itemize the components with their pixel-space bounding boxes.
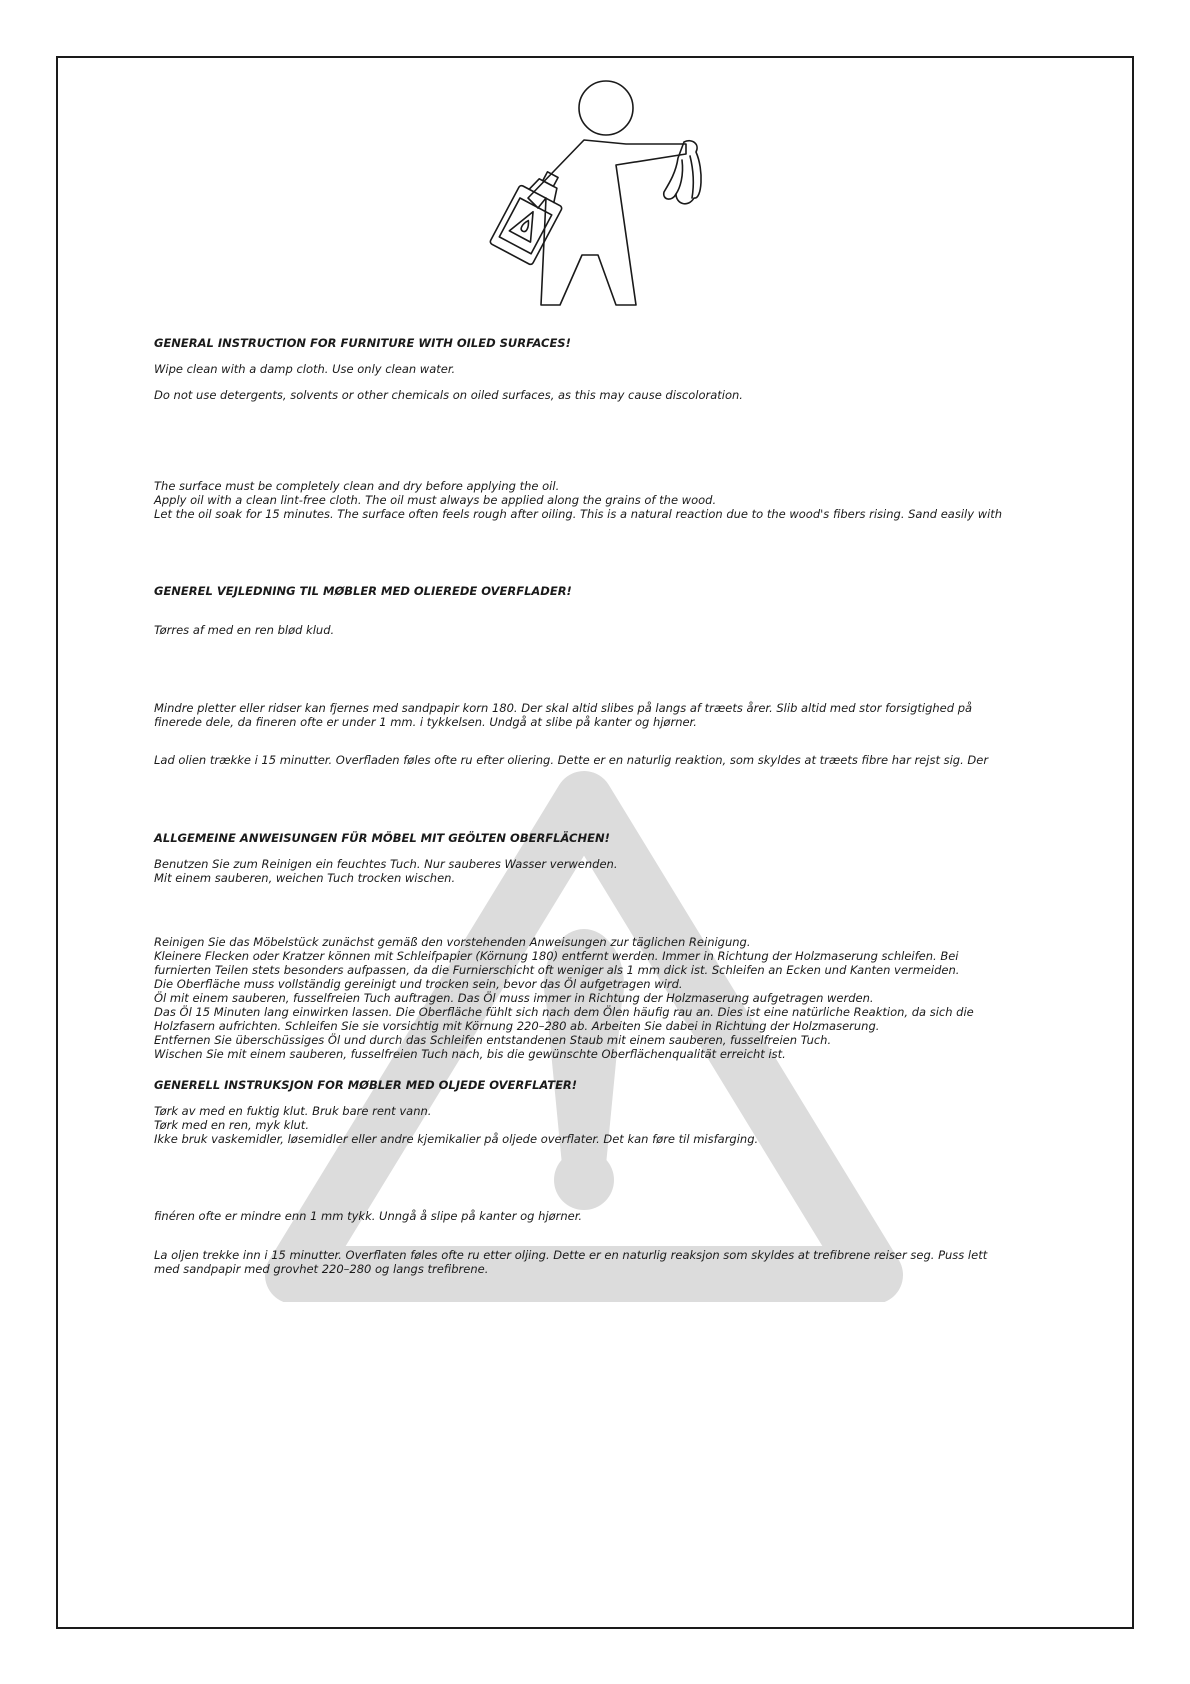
text-line: med sandpapir med grovhet 220–280 og langs trefibrene. xyxy=(154,1262,489,1276)
text-line: Holzfasern aufrichten. Schleifen Sie sie vorsichtig mit Körnung 220–280 ab. Arbeiten Sie dabei in Richtung der Holzmaserung. xyxy=(154,1019,880,1033)
paragraph-en-chemicals: Do not use detergents, solvents or other chemicals on oiled surfaces, as this may cause discoloration. xyxy=(154,388,743,402)
paragraph-no-oiling xyxy=(154,1248,1054,1276)
text-line: Kleinere Flecken oder Kratzer können mit Schleifpapier (Körnung 180) entfernt werden. Immer in Richtung der Holzmaserung schleifen. Bei xyxy=(154,949,959,963)
text-line: Die Oberfläche muss vollständig gereinigt und trocken sein, bevor das Öl aufgetragen wird. xyxy=(154,977,683,991)
text-line: Öl mit einem sauberen, fusselfreien Tuch auftragen. Das Öl muss immer in Richtung der Holzmaserung aufgetragen werden. xyxy=(154,991,874,1005)
heading-no: GENERELL INSTRUKSJON FOR MØBLER MED OLJEDE OVERFLATER! xyxy=(154,1078,578,1092)
text-line: Das Öl 15 Minuten lang einwirken lassen. Die Oberfläche fühlt sich nach dem Ölen häufig rau an. Dies ist eine natürliche Reaktion, da sich die xyxy=(154,1005,974,1019)
text-line: Tørk med en ren, myk klut. xyxy=(154,1118,309,1132)
paragraph-en-oiling xyxy=(154,479,1054,521)
paragraph-da-clean: Tørres af med en ren blød klud. xyxy=(154,623,335,637)
text-line: Tørk av med en fuktig klut. Bruk bare rent vann. xyxy=(154,1104,432,1118)
heading-en: GENERAL INSTRUCTION FOR FURNITURE WITH OILED SURFACES! xyxy=(154,336,571,350)
text-line: Mindre pletter eller ridser kan fjernes med sandpapir korn 180. Der skal altid slibes på langs af træets årer. Slib altid med stor forsigtighed på xyxy=(154,701,973,715)
paragraph-de-clean xyxy=(154,857,1054,885)
paragraph-no-clean xyxy=(154,1104,1054,1146)
paragraph-no-sanding: finéren ofte er mindre enn 1 mm tykk. Unngå å slipe på kanter og hjørner. xyxy=(154,1209,583,1223)
text-line: Ikke bruk vaskemidler, løsemidler eller andre kjemikalier på oljede overflater. Det kan føre til misfarging. xyxy=(154,1132,759,1146)
text-line: Mit einem sauberen, weichen Tuch trocken wischen. xyxy=(154,871,456,885)
paragraph-en-clean: Wipe clean with a damp cloth. Use only clean water. xyxy=(154,362,456,376)
text-line: Benutzen Sie zum Reinigen ein feuchtes Tuch. Nur sauberes Wasser verwenden. xyxy=(154,857,618,871)
text-line: La oljen trekke inn i 15 minutter. Overflaten føles ofte ru etter oljing. Dette er en naturlig reaksjon som skyldes at trefibrene reiser seg. Puss lett xyxy=(154,1248,988,1262)
text-line: Entfernen Sie überschüssiges Öl und durch das Schleifen entstandenen Staub mit einem sauberen, fusselfreien Tuch. xyxy=(154,1033,832,1047)
text-line: finerede dele, da fineren ofte er under 1 mm. i tykkelsen. Undgå at slibe på kanter og hjørner. xyxy=(154,715,697,729)
paragraph-da-sanding xyxy=(154,701,1054,729)
text-line: furnierten Teilen stets besonders aufpassen, da die Furnierschicht oft weniger als 1 mm dick ist. Schleifen an Ecken und Kanten vermeiden. xyxy=(154,963,960,977)
paragraph-da-oiling: Lad olien trække i 15 minutter. Overfladen føles ofte ru efter oliering. Dette er en naturlig reaktion, som skyldes at træets fibre har rejst sig. Der xyxy=(154,753,989,767)
heading-de: ALLGEMEINE ANWEISUNGEN FÜR MÖBEL MIT GEÖLTEN OBERFLÄCHEN! xyxy=(154,831,610,845)
text-line: Apply oil with a clean lint-free cloth. The oil must always be applied along the grains of the wood. xyxy=(154,493,717,507)
text-line: Let the oil soak for 15 minutes. The surface often feels rough after oiling. This is a natural reaction due to the wood's fibers rising. Sand easily with xyxy=(154,507,1003,521)
person-with-oil-bottle-and-cloth-icon xyxy=(466,80,728,312)
paragraph-de-maintenance xyxy=(154,935,1054,1061)
heading-da: GENEREL VEJLEDNING TIL MØBLER MED OLIEREDE OVERFLADER! xyxy=(154,584,572,598)
text-line: Wischen Sie mit einem sauberen, fusselfreien Tuch nach, bis die gewünschte Oberflächenqualität erreicht ist. xyxy=(154,1047,786,1061)
text-line: The surface must be completely clean and dry before applying the oil. xyxy=(154,479,560,493)
text-line: Reinigen Sie das Möbelstück zunächst gemäß den vorstehenden Anweisungen zur täglichen Reinigung. xyxy=(154,935,751,949)
